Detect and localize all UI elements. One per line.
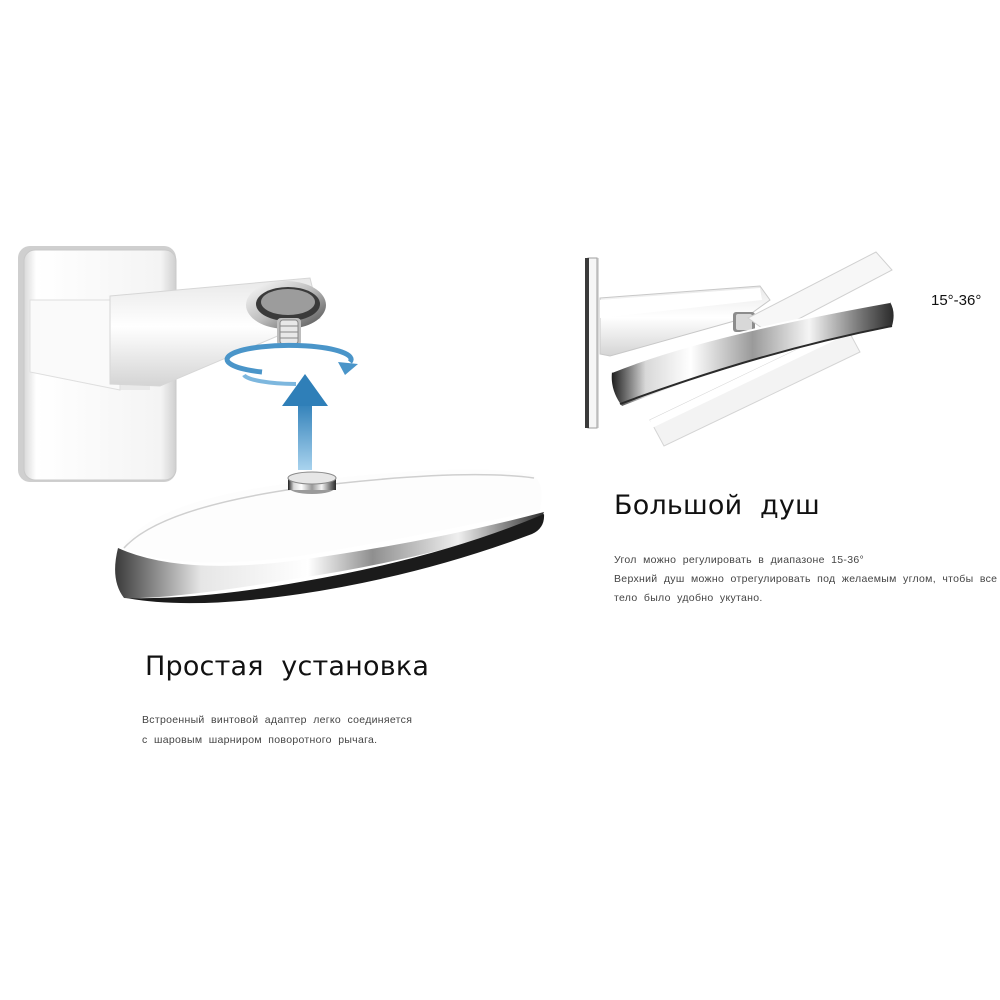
angle-range-label: 15°-36° <box>931 292 982 309</box>
big-shower-description-line-3: тело было удобно укутано. <box>614 592 763 604</box>
up-arrow-icon <box>282 374 328 470</box>
section-title-big-shower: Большой душ <box>614 490 820 521</box>
easy-install-description-line-1: Встроенный винтовой адаптер легко соединяется <box>142 714 413 726</box>
section-title-easy-install: Простая установка <box>145 651 430 682</box>
tilt-illustration <box>585 252 894 446</box>
rotation-arrow-icon <box>227 345 358 384</box>
easy-install-description-line-2: с шаровым шарниром поворотного рычага. <box>142 734 378 746</box>
big-shower-description-line-1: Угол можно регулировать в диапазоне 15-36° <box>614 554 865 566</box>
shower-head <box>115 470 544 604</box>
big-shower-description-line-2: Верхний душ можно отрегулировать под желаемым углом, чтобы все <box>614 573 998 585</box>
